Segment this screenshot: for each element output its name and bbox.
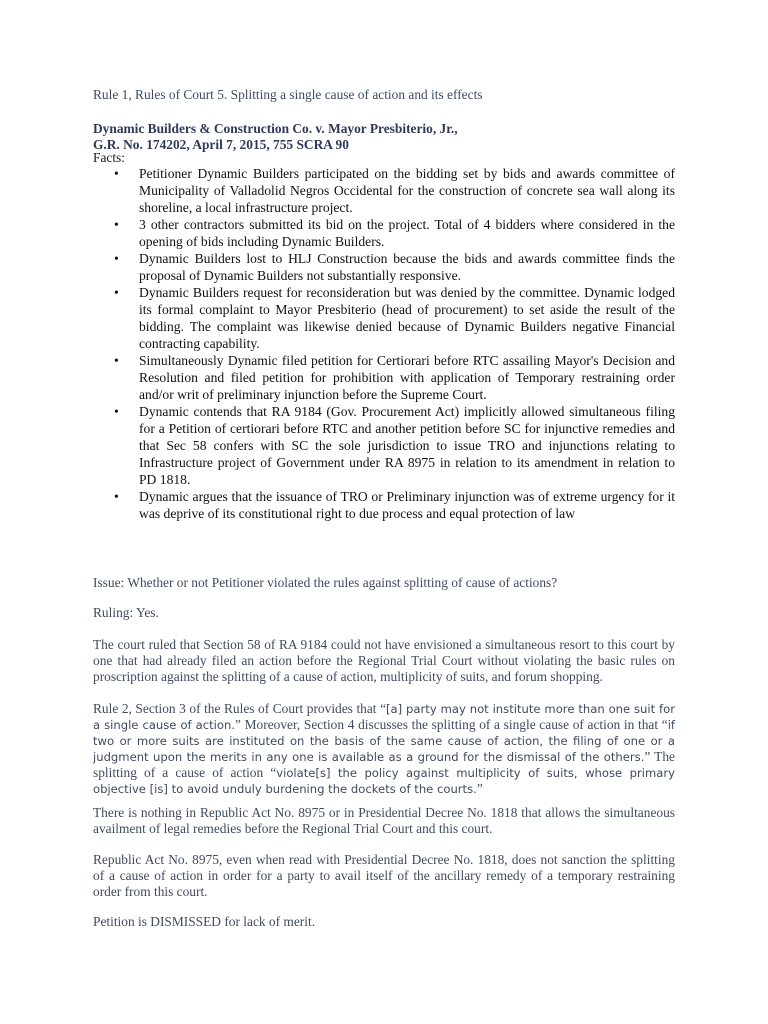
para2-text: ” Moreover, Section 4 discusses the splitting of a single cause of action in that “ <box>235 717 668 732</box>
facts-item: • Dynamic argues that the issuance of TRO or Preliminary injunction was of extreme urgency for it was deprive of its constitutional right to due process and equal protection of law <box>93 488 675 522</box>
facts-item: • Dynamic Builders request for reconsideration but was denied by the committee. Dynamic lodged its formal complaint to Mayor Presbiterio (head of procurement) to set aside the result of the bidding. The complaint was likewise denied because of Dynamic Builders negative Financial contracting capability. <box>93 284 675 352</box>
para2-text: Rule 2, Section 3 of the Rules of Court provides that “ <box>93 701 387 716</box>
facts-item: • Dynamic contends that RA 9184 (Gov. Procurement Act) implicitly allowed simultaneous filing for a Petition of certiorari before RTC and another petition before SC for injunctive remedies and that Sec 58 confers with SC the sole jurisdiction to issue TRO and injunctions relating to Infrastructure project of Government under RA 8975 in relation to its amendment in relation to PD 1818. <box>93 403 675 488</box>
para2-text: ” <box>476 781 483 796</box>
ruling-statement: Ruling: Yes. <box>93 605 159 620</box>
para2-text: ” The splitting of a cause of action “ <box>93 749 675 780</box>
issue-statement: Issue: Whether or not Petitioner violated the rules against splitting of cause of actions? <box>93 575 558 590</box>
case-name: Dynamic Builders & Construction Co. v. Mayor Presbiterio, Jr., <box>93 121 458 136</box>
ruling-paragraph-4: Republic Act No. 8975, even when read with Presidential Decree No. 1818, does not sanction the splitting of a cause of action in order for a party to avail itself of the ancillary remedy of a temporary restraining order from this court. <box>93 852 675 899</box>
para2-quote: violate[s] the policy against multiplicity of suits, whose primary objective [is] to avoid unduly burdening the dockets of the courts. <box>93 766 675 796</box>
ruling-paragraph-2 <box>93 701 675 797</box>
facts-item: • 3 other contractors submitted its bid on the project. Total of 4 bidders where considered in the opening of bids including Dynamic Builders. <box>93 216 675 250</box>
rule-heading: Rule 1, Rules of Court 5. Splitting a single cause of action and its effects <box>93 87 483 102</box>
ruling-paragraph-1: The court ruled that Section 58 of RA 9184 could not have envisioned a simultaneous resort to this court by one that had already filed an action before the Regional Trial Court without violating the basic rules on proscription against the splitting of a cause of action, multiplicity of suits, and forum shopping. <box>93 637 675 684</box>
facts-list <box>93 165 675 522</box>
facts-item: • Petitioner Dynamic Builders participated on the bidding set by bids and awards committee of Municipality of Valladolid Negros Occidental for the construction of concrete sea wall along its shoreline, a local infrastructure project. <box>93 165 675 216</box>
case-citation: G.R. No. 174202, April 7, 2015, 755 SCRA 90 <box>93 137 349 152</box>
dispositive-statement: Petition is DISMISSED for lack of merit. <box>93 914 316 929</box>
facts-item: • Simultaneously Dynamic filed petition for Certiorari before RTC assailing Mayor's Decision and Resolution and filed petition for prohibition with application of Temporary restraining order and/or writ of preliminary injunction before the Supreme Court. <box>93 352 675 403</box>
case-title <box>93 121 675 153</box>
facts-label: Facts: <box>93 150 125 165</box>
para2-quote: [a] party may not institute more than one suit for a single cause of action. <box>93 702 676 732</box>
para2-quote: if two or more suits are instituted on the basis of the same cause of action, the filing of one or a judgment upon the merits in any one is available as a ground for the dismissal of the others. <box>93 718 676 764</box>
ruling-paragraph-3: There is nothing in Republic Act No. 8975 or in Presidential Decree No. 1818 that allows the simultaneous availment of legal remedies before the Regional Trial Court and this court. <box>93 805 675 836</box>
facts-item: • Dynamic Builders lost to HLJ Construction because the bids and awards committee finds the proposal of Dynamic Builders not substantially responsive. <box>93 250 675 284</box>
